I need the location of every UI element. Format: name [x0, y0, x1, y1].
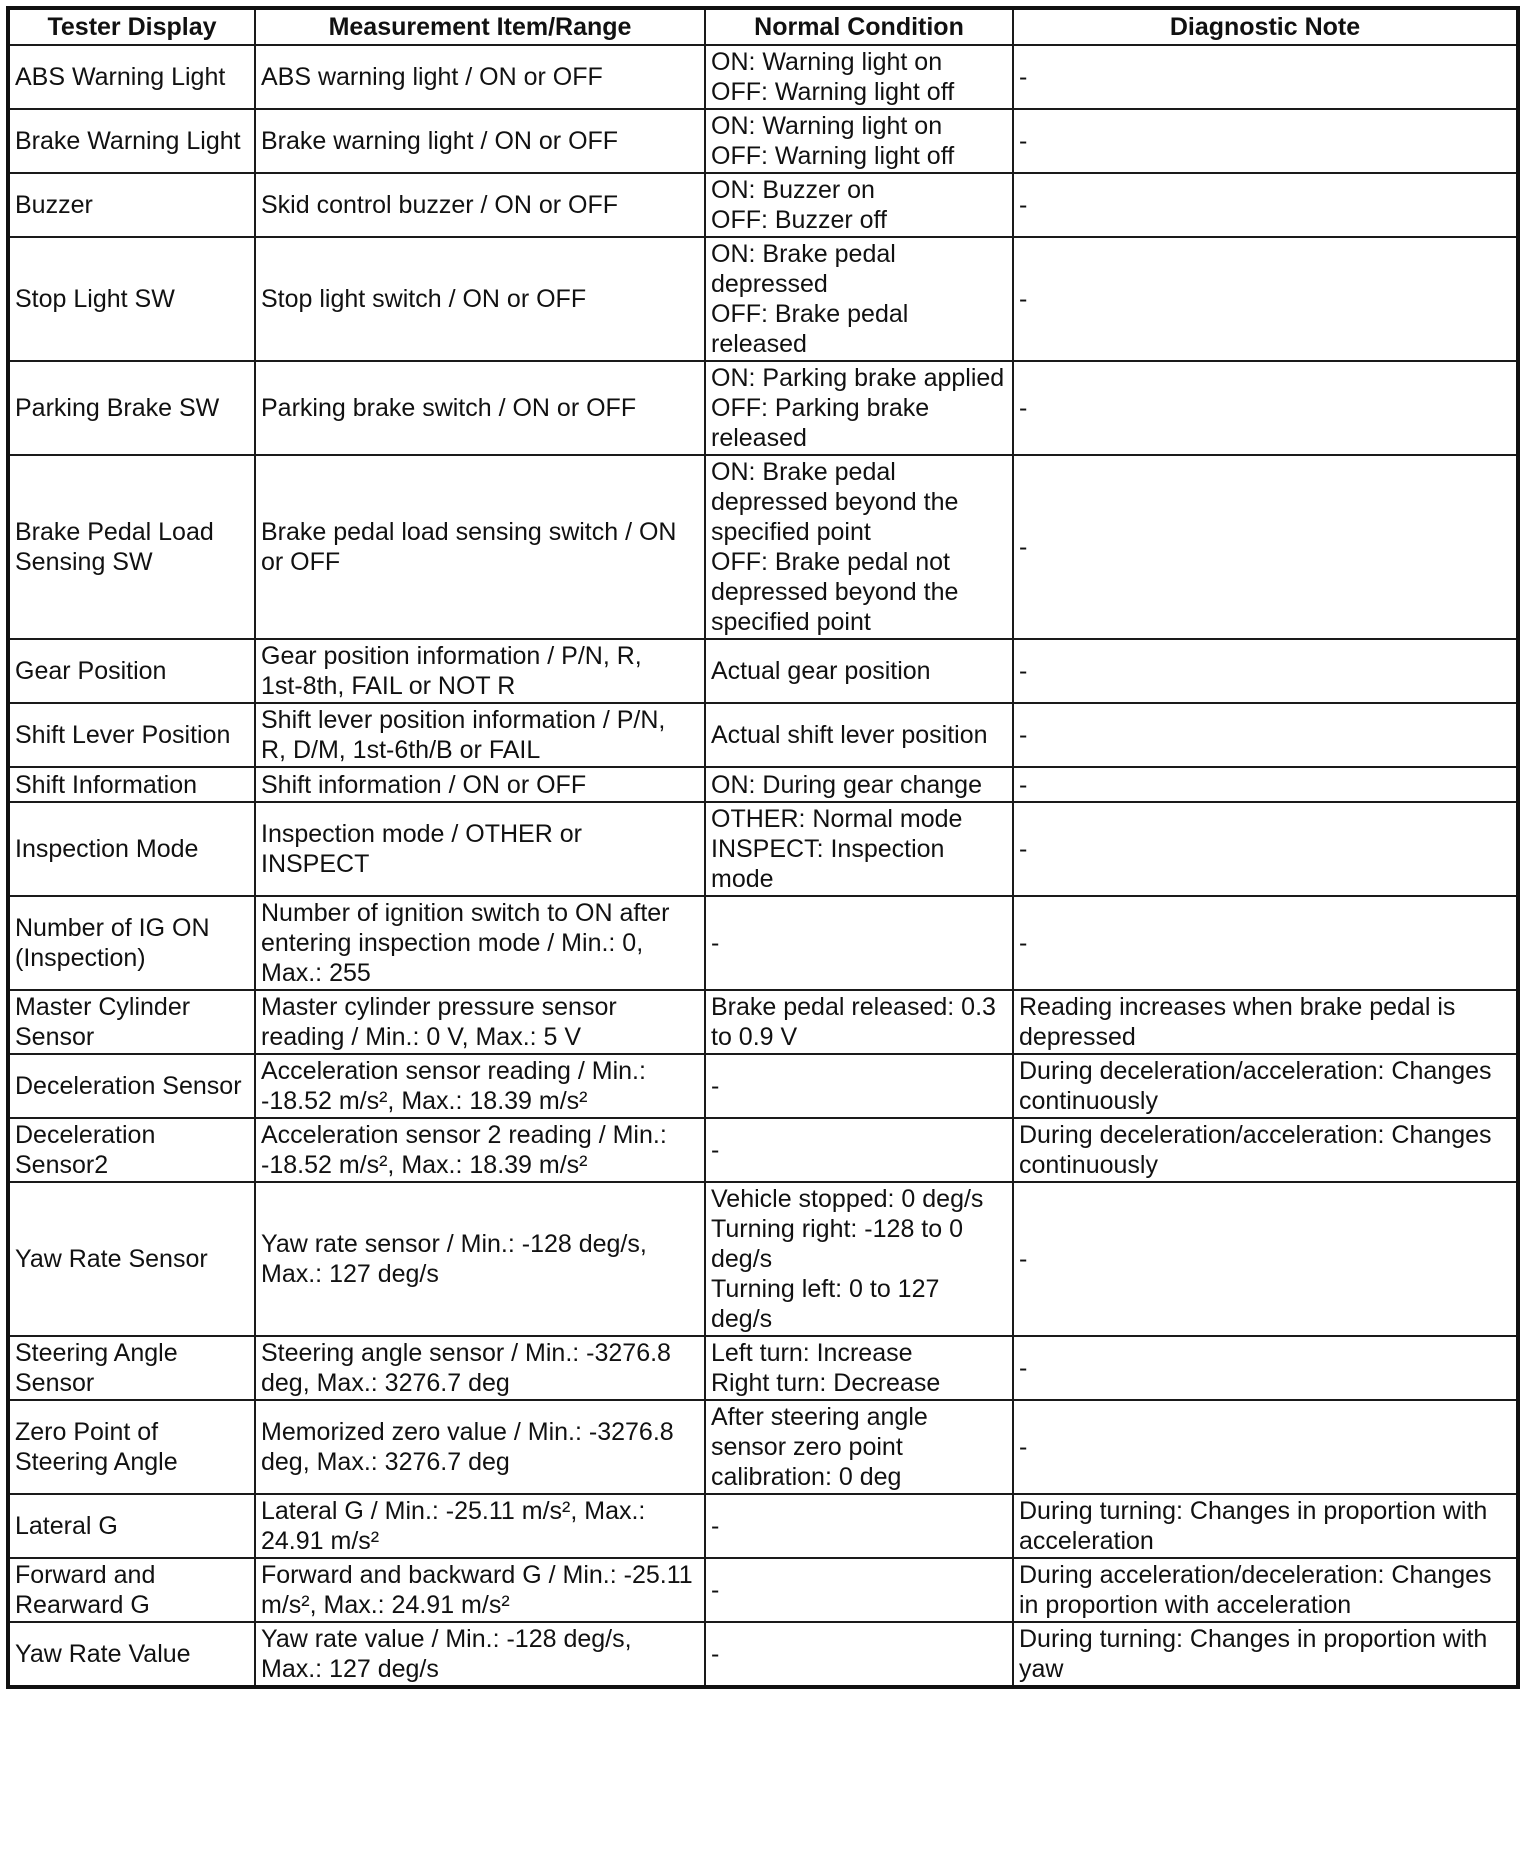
header-measurement-item: Measurement Item/Range	[255, 8, 705, 45]
cell-tester-display: Yaw Rate Sensor	[8, 1182, 255, 1336]
table-row	[8, 703, 1518, 767]
cell-diagnostic-note: -	[1013, 767, 1518, 802]
cell-diagnostic-note: -	[1013, 45, 1518, 109]
cell-normal-condition: ON: Brake pedal depressed beyond the specified point OFF: Brake pedal not depressed beyond the specified point	[705, 455, 1013, 639]
cell-diagnostic-note: Reading increases when brake pedal is depressed	[1013, 990, 1518, 1054]
cell-tester-display: Brake Pedal Load Sensing SW	[8, 455, 255, 639]
cell-normal-condition: OTHER: Normal mode INSPECT: Inspection mode	[705, 802, 1013, 896]
header-diagnostic-note: Diagnostic Note	[1013, 8, 1518, 45]
cell-tester-display: Shift Lever Position	[8, 703, 255, 767]
cell-diagnostic-note: -	[1013, 1400, 1518, 1494]
table-row	[8, 990, 1518, 1054]
table-row	[8, 1622, 1518, 1687]
cell-measurement-item: Lateral G / Min.: -25.11 m/s², Max.: 24.91 m/s²	[255, 1494, 705, 1558]
cell-tester-display: Buzzer	[8, 173, 255, 237]
cell-tester-display: Shift Information	[8, 767, 255, 802]
cell-normal-condition: -	[705, 1494, 1013, 1558]
table-row	[8, 1558, 1518, 1622]
cell-normal-condition: ON: During gear change	[705, 767, 1013, 802]
table-row	[8, 1054, 1518, 1118]
cell-measurement-item: Brake pedal load sensing switch / ON or OFF	[255, 455, 705, 639]
cell-diagnostic-note: -	[1013, 703, 1518, 767]
table-row	[8, 1118, 1518, 1182]
cell-measurement-item: Memorized zero value / Min.: -3276.8 deg, Max.: 3276.7 deg	[255, 1400, 705, 1494]
header-tester-display: Tester Display	[8, 8, 255, 45]
cell-tester-display: Inspection Mode	[8, 802, 255, 896]
cell-tester-display: Lateral G	[8, 1494, 255, 1558]
cell-diagnostic-note: During deceleration/acceleration: Changes continuously	[1013, 1054, 1518, 1118]
cell-diagnostic-note: -	[1013, 802, 1518, 896]
table-row	[8, 896, 1518, 990]
cell-measurement-item: Number of ignition switch to ON after entering inspection mode / Min.: 0, Max.: 255	[255, 896, 705, 990]
table-row	[8, 1182, 1518, 1336]
cell-normal-condition: -	[705, 1622, 1013, 1687]
cell-normal-condition: ON: Brake pedal depressed OFF: Brake pedal released	[705, 237, 1013, 361]
cell-normal-condition: -	[705, 1054, 1013, 1118]
cell-normal-condition: Left turn: Increase Right turn: Decrease	[705, 1336, 1013, 1400]
cell-normal-condition: After steering angle sensor zero point calibration: 0 deg	[705, 1400, 1013, 1494]
cell-tester-display: Brake Warning Light	[8, 109, 255, 173]
cell-normal-condition: ON: Buzzer on OFF: Buzzer off	[705, 173, 1013, 237]
header-normal-condition: Normal Condition	[705, 8, 1013, 45]
cell-normal-condition: Actual gear position	[705, 639, 1013, 703]
cell-tester-display: Number of IG ON (Inspection)	[8, 896, 255, 990]
table-row	[8, 109, 1518, 173]
cell-diagnostic-note: During turning: Changes in proportion with yaw	[1013, 1622, 1518, 1687]
cell-measurement-item: Stop light switch / ON or OFF	[255, 237, 705, 361]
cell-measurement-item: Master cylinder pressure sensor reading / Min.: 0 V, Max.: 5 V	[255, 990, 705, 1054]
cell-normal-condition: Actual shift lever position	[705, 703, 1013, 767]
header-row	[8, 8, 1518, 45]
table-row	[8, 45, 1518, 109]
cell-tester-display: Gear Position	[8, 639, 255, 703]
cell-normal-condition: Vehicle stopped: 0 deg/s Turning right: -128 to 0 deg/s Turning left: 0 to 127 deg/s	[705, 1182, 1013, 1336]
table-header	[8, 8, 1518, 45]
cell-measurement-item: Brake warning light / ON or OFF	[255, 109, 705, 173]
cell-diagnostic-note: -	[1013, 639, 1518, 703]
cell-measurement-item: Yaw rate value / Min.: -128 deg/s, Max.: 127 deg/s	[255, 1622, 705, 1687]
cell-normal-condition: ON: Warning light on OFF: Warning light off	[705, 45, 1013, 109]
cell-diagnostic-note: -	[1013, 109, 1518, 173]
cell-normal-condition: -	[705, 896, 1013, 990]
cell-diagnostic-note: -	[1013, 173, 1518, 237]
cell-normal-condition: Brake pedal released: 0.3 to 0.9 V	[705, 990, 1013, 1054]
cell-tester-display: Deceleration Sensor	[8, 1054, 255, 1118]
table-row	[8, 1494, 1518, 1558]
cell-normal-condition: -	[705, 1558, 1013, 1622]
cell-measurement-item: Steering angle sensor / Min.: -3276.8 deg, Max.: 3276.7 deg	[255, 1336, 705, 1400]
cell-measurement-item: Forward and backward G / Min.: -25.11 m/s², Max.: 24.91 m/s²	[255, 1558, 705, 1622]
cell-normal-condition: -	[705, 1118, 1013, 1182]
cell-tester-display: Zero Point of Steering Angle	[8, 1400, 255, 1494]
cell-diagnostic-note: -	[1013, 455, 1518, 639]
data-list-table	[6, 6, 1520, 1689]
cell-tester-display: Steering Angle Sensor	[8, 1336, 255, 1400]
cell-measurement-item: Gear position information / P/N, R, 1st-8th, FAIL or NOT R	[255, 639, 705, 703]
cell-diagnostic-note: -	[1013, 1336, 1518, 1400]
table-row	[8, 802, 1518, 896]
cell-tester-display: ABS Warning Light	[8, 45, 255, 109]
cell-diagnostic-note: During turning: Changes in proportion with acceleration	[1013, 1494, 1518, 1558]
cell-measurement-item: Inspection mode / OTHER or INSPECT	[255, 802, 705, 896]
cell-tester-display: Forward and Rearward G	[8, 1558, 255, 1622]
cell-diagnostic-note: During deceleration/acceleration: Changes continuously	[1013, 1118, 1518, 1182]
table-row	[8, 237, 1518, 361]
table-row	[8, 1400, 1518, 1494]
cell-diagnostic-note: -	[1013, 361, 1518, 455]
cell-measurement-item: Shift lever position information / P/N, R, D/M, 1st-6th/B or FAIL	[255, 703, 705, 767]
cell-measurement-item: Yaw rate sensor / Min.: -128 deg/s, Max.: 127 deg/s	[255, 1182, 705, 1336]
cell-tester-display: Deceleration Sensor2	[8, 1118, 255, 1182]
cell-tester-display: Parking Brake SW	[8, 361, 255, 455]
table-row	[8, 455, 1518, 639]
cell-measurement-item: Skid control buzzer / ON or OFF	[255, 173, 705, 237]
cell-tester-display: Yaw Rate Value	[8, 1622, 255, 1687]
cell-measurement-item: Acceleration sensor 2 reading / Min.: -18.52 m/s², Max.: 18.39 m/s²	[255, 1118, 705, 1182]
cell-measurement-item: ABS warning light / ON or OFF	[255, 45, 705, 109]
cell-measurement-item: Shift information / ON or OFF	[255, 767, 705, 802]
cell-diagnostic-note: During acceleration/deceleration: Changes in proportion with acceleration	[1013, 1558, 1518, 1622]
table-body	[8, 45, 1518, 1687]
cell-normal-condition: ON: Parking brake applied OFF: Parking brake released	[705, 361, 1013, 455]
table-row	[8, 361, 1518, 455]
cell-diagnostic-note: -	[1013, 237, 1518, 361]
cell-tester-display: Master Cylinder Sensor	[8, 990, 255, 1054]
cell-measurement-item: Acceleration sensor reading / Min.: -18.52 m/s², Max.: 18.39 m/s²	[255, 1054, 705, 1118]
cell-normal-condition: ON: Warning light on OFF: Warning light off	[705, 109, 1013, 173]
table-row	[8, 173, 1518, 237]
data-list-sheet	[6, 6, 1516, 1689]
cell-tester-display: Stop Light SW	[8, 237, 255, 361]
table-row	[8, 767, 1518, 802]
cell-diagnostic-note: -	[1013, 1182, 1518, 1336]
cell-diagnostic-note: -	[1013, 896, 1518, 990]
cell-measurement-item: Parking brake switch / ON or OFF	[255, 361, 705, 455]
table-row	[8, 1336, 1518, 1400]
table-row	[8, 639, 1518, 703]
